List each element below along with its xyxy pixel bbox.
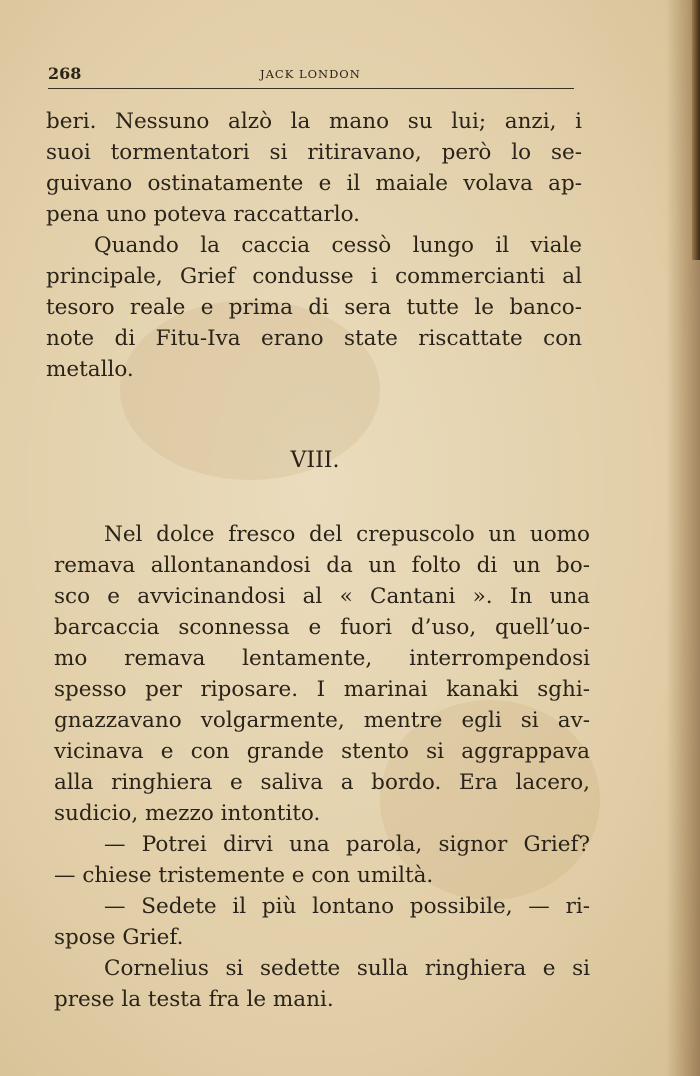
text-line: principale, Grief condusse i commercianti al bbox=[46, 264, 582, 289]
page-header bbox=[48, 64, 574, 90]
text-line: — Potrei dirvi una parola, signor Grief? bbox=[104, 832, 590, 857]
text-line: tesoro reale e prima di sera tutte le banco- bbox=[46, 295, 582, 320]
text-line: remava allontanandosi da un folto di un bo- bbox=[54, 553, 590, 578]
text-line: note di Fitu-Iva erano state riscattate con bbox=[46, 326, 582, 351]
text-line: — chiese tristemente e con umiltà. bbox=[54, 863, 434, 888]
text-line: metallo. bbox=[46, 357, 134, 382]
page-number: 268 bbox=[48, 64, 82, 83]
text-line: sco e avvicinandosi al « Cantani ». In una bbox=[54, 584, 590, 609]
chapter-heading: VIII. bbox=[290, 448, 340, 473]
text-line: barcaccia sconnessa e fuori d’uso, quell’uo- bbox=[54, 615, 590, 640]
running-head: JACK LONDON bbox=[260, 67, 361, 81]
header-rule bbox=[48, 88, 574, 89]
text-line: — Sedete il più lontano possibile, — ri- bbox=[104, 894, 590, 919]
text-line: beri. Nessuno alzò la mano su lui; anzi, i bbox=[46, 109, 582, 134]
text-line: Cornelius si sedette sulla ringhiera e si bbox=[104, 956, 590, 981]
text-line: sudicio, mezzo intontito. bbox=[54, 801, 321, 826]
text-line: suoi tormentatori si ritiravano, però lo se- bbox=[46, 140, 582, 165]
text-line: guivano ostinatamente e il maiale volava ap- bbox=[46, 171, 582, 196]
text-line: pena uno poteva raccattarlo. bbox=[46, 202, 360, 227]
paragraph-block-1 bbox=[46, 106, 582, 385]
text-line: Quando la caccia cessò lungo il viale bbox=[94, 233, 582, 258]
text-line: vicinava e con grande stento si aggrappava bbox=[54, 739, 590, 764]
paragraph-block-2 bbox=[54, 519, 590, 1015]
text-line: spose Grief. bbox=[54, 925, 184, 950]
text-line: spesso per riposare. I marinai kanaki sghi- bbox=[54, 677, 590, 702]
book-spine bbox=[692, 0, 700, 260]
text-line: prese la testa fra le mani. bbox=[54, 987, 334, 1012]
text-line: gnazzavano volgarmente, mentre egli si av- bbox=[54, 708, 590, 733]
text-line: alla ringhiera e saliva a bordo. Era lacero, bbox=[54, 770, 590, 795]
text-line: mo remava lentamente, interrompendosi bbox=[54, 646, 590, 671]
text-line: Nel dolce fresco del crepuscolo un uomo bbox=[104, 522, 590, 547]
